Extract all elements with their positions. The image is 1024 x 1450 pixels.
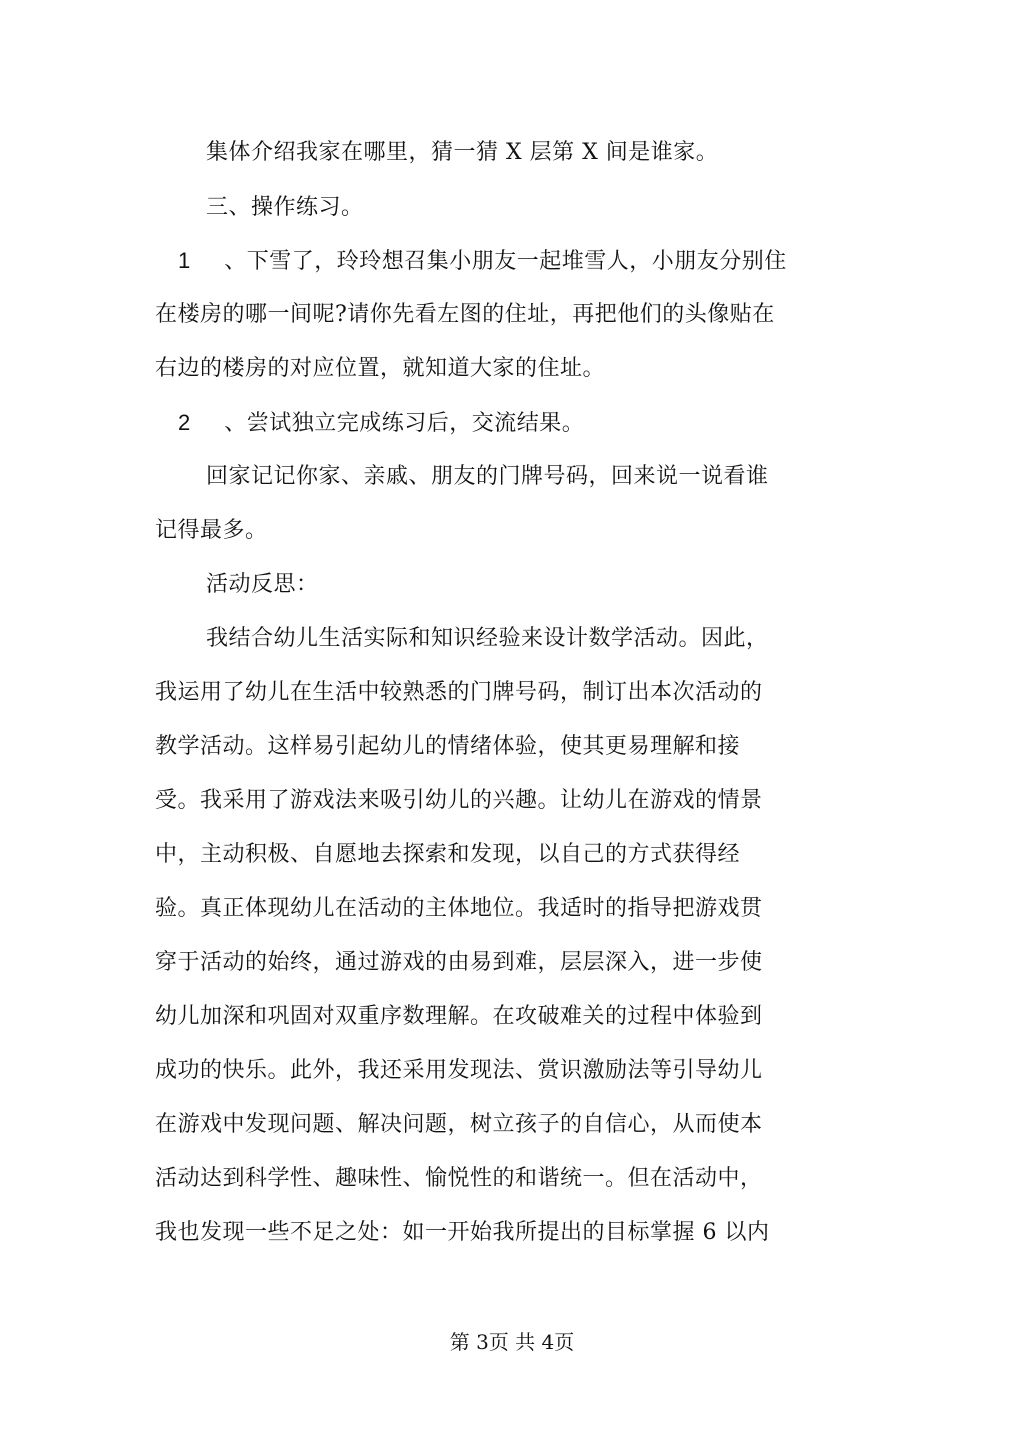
list-item-1-line-2: 在楼房的哪一间呢?请你先看左图的住址，再把他们的头像贴在 (155, 302, 775, 327)
list-item-text: 、尝试独立完成练习后，交流结果。 (224, 411, 585, 436)
list-item-2-line-1 (178, 408, 1024, 439)
list-item-text: 、下雪了，玲玲想召集小朋友一起堆雪人，小朋友分别住 (224, 249, 787, 274)
homework-line-1: 回家记记你家、亲戚、朋友的门牌号码，回来说一说看谁 (206, 464, 769, 489)
reflection-line: 我结合幼儿生活实际和知识经验来设计数学活动。因此， (206, 626, 769, 651)
reflection-line: 我也发现一些不足之处：如一开始我所提出的目标掌握 6 以内 (155, 1220, 770, 1245)
list-item-number: 1 (178, 248, 191, 273)
reflection-line: 活动达到科学性、趣味性、愉悦性的和谐统一。但在活动中， (155, 1166, 763, 1191)
reflection-heading: 活动反思： (206, 572, 319, 597)
reflection-line: 在游戏中发现问题、解决问题，树立孩子的自信心，从而使本 (155, 1112, 763, 1137)
list-item-1-line-1 (178, 246, 1024, 277)
homework-line-2: 记得最多。 (155, 518, 268, 543)
reflection-line: 成功的快乐。此外，我还采用发现法、赏识激励法等引导幼儿 (155, 1058, 763, 1083)
reflection-line: 教学活动。这样易引起幼儿的情绪体验，使其更易理解和接 (155, 734, 741, 759)
paragraph-line: 集体介绍我家在哪里，猜一猜 X 层第 X 间是谁家。 (206, 140, 719, 165)
reflection-line: 受。我采用了游戏法来吸引幼儿的兴趣。让幼儿在游戏的情景 (155, 788, 763, 813)
reflection-line: 幼儿加深和巩固对双重序数理解。在攻破难关的过程中体验到 (155, 1004, 763, 1029)
reflection-line: 验。真正体现幼儿在活动的主体地位。我适时的指导把游戏贯 (155, 896, 763, 921)
reflection-line: 中，主动积极、自愿地去探索和发现，以自己的方式获得经 (155, 842, 741, 867)
list-item-number: 2 (178, 410, 191, 435)
list-item-1-line-3: 右边的楼房的对应位置，就知道大家的住址。 (155, 356, 606, 381)
reflection-line: 穿于活动的始终，通过游戏的由易到难，层层深入，进一步使 (155, 950, 763, 975)
page-footer: 第 3页 共 4页 (449, 1330, 575, 1354)
section-heading: 三、操作练习。 (206, 195, 364, 220)
reflection-line: 我运用了幼儿在生活中较熟悉的门牌号码，制订出本次活动的 (155, 680, 763, 705)
